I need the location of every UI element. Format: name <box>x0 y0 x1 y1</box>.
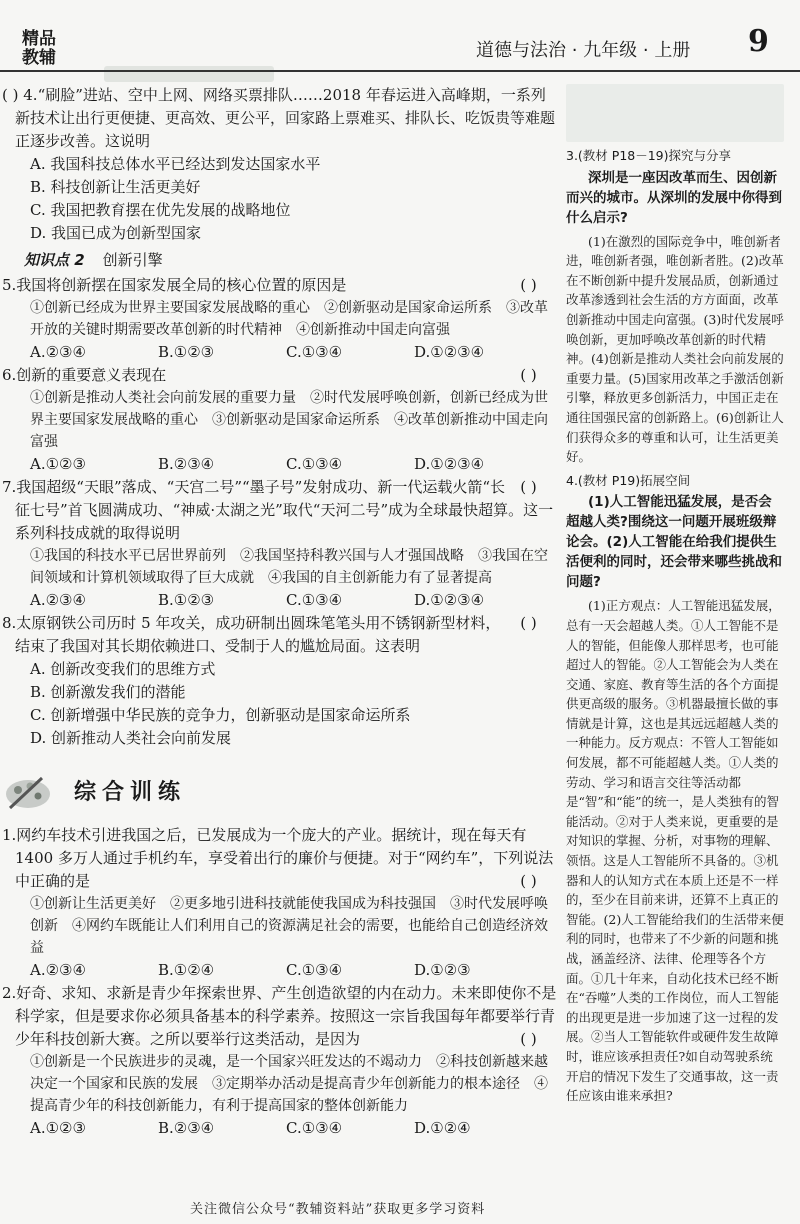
right-column <box>566 84 784 1110</box>
brand-logo: 精品 教辅 <box>22 29 56 68</box>
header-divider <box>0 70 800 72</box>
option: C.①③④ <box>286 343 343 361</box>
option-row <box>2 589 558 612</box>
option: C.①③④ <box>286 1119 343 1137</box>
comprehensive-question-1 <box>2 824 558 982</box>
statement-list: ①创新已经成为世界主要国家发展战略的重心 ②创新驱动是国家命运所系 ③改革开放的关键时期需要改革创新的时代精神 ④创新推动中国走向富强 <box>30 300 548 338</box>
statement-list: ①我国的科技水平已居世界前列 ②我国坚持科教兴国与人才强国战略 ③我国在空间领域和计算机领域取得了巨大成就 ④我国的自主创新能力有了显著提高 <box>30 548 548 586</box>
question-7 <box>2 476 558 612</box>
answer-bracket: ( ) <box>520 478 537 496</box>
question-stem: 8.太原钢铁公司历时 5 年攻关，成功研制出圆珠笔笔头用不锈钢新型材料，结束了我国对其长期依赖进口、受制于人的尴尬局面。这表明 <box>2 614 501 655</box>
textbook-reference: 3.(教材 P18－19)探究与分享 <box>566 148 732 163</box>
question-stem: 6.创新的重要意义表现在 <box>2 366 167 384</box>
option: B.②③④ <box>158 455 215 473</box>
option: C. 我国把教育摆在优先发展的战略地位 <box>30 201 291 219</box>
statement-list: ①创新是推动人类社会向前发展的重要力量 ②时代发展呼唤创新，创新已经成为世界主要国家发展战略的重心 ③创新驱动是国家命运所系 ④改革创新推动中国走向富强 <box>30 390 548 450</box>
left-column <box>2 84 558 1140</box>
answer-bracket: ( ) <box>520 872 537 890</box>
page-number: 9 <box>748 24 769 59</box>
option: B. 创新激发我们的潜能 <box>30 683 186 701</box>
question-stem: 7.我国超级“天眼”落成、“天宫二号”“墨子号”发射成功、新一代运载火箭“长征七号”首飞圆满成功、“神威·太湖之光”取代“天河二号”成为全球最快超算。这一系列科技成就的取得说明 <box>2 478 554 542</box>
option: D.①②③④ <box>414 591 485 609</box>
option: A.①②③ <box>30 1119 86 1137</box>
comprehensive-question-2 <box>2 982 558 1140</box>
answer-bracket: ( ) <box>520 614 537 632</box>
header-banner <box>104 66 274 82</box>
option: D.①②④ <box>414 1119 471 1137</box>
answer-bracket: ( ) <box>2 86 19 104</box>
answer-bracket: ( ) <box>520 276 537 294</box>
option: C.①③④ <box>286 961 343 979</box>
option: B.②③④ <box>158 1119 215 1137</box>
option: D. 我国已成为创新型国家 <box>30 224 202 242</box>
option-row <box>2 453 558 476</box>
option: D. 创新推动人类社会向前发展 <box>30 729 232 747</box>
option-row <box>2 959 558 982</box>
answer-bracket: ( ) <box>520 1030 537 1048</box>
subject-title: 道德与法治 · 九年级 · 上册 <box>476 40 691 61</box>
textbook-reference: 4.(教材 P19)拓展空间 <box>566 472 691 488</box>
answer-bracket: ( ) <box>520 366 537 384</box>
option: A.①②③ <box>30 455 86 473</box>
palette-icon <box>2 772 54 812</box>
option: A.②③④ <box>30 591 86 609</box>
option: D.①②③ <box>414 961 471 979</box>
option: A. 我国科技总体水平已经达到发达国家水平 <box>30 155 321 173</box>
option: B.①②③ <box>158 591 215 609</box>
statement-list: ①创新让生活更美好 ②更多地引进科技就能使我国成为科技强国 ③时代发展呼唤创新 ④网约车既能让人们利用自己的资源满足社会的需要，也能给自己创造经济效益 <box>30 896 548 956</box>
option: C. 创新增强中华民族的竞争力，创新驱动是国家命运所系 <box>30 706 411 724</box>
option: A. 创新改变我们的思维方式 <box>30 660 216 678</box>
option: C.①③④ <box>286 455 343 473</box>
question-stem: 2.好奇、求知、求新是青少年探索世界、产生创造欲望的内在动力。未来即使你不是科学家，但是要求你必须具备基本的科学素养。按照这一宗旨我国每年都要举行青少年科技创新大赛。之所以要举行这类活动，是因为 <box>2 984 557 1048</box>
statement-list: ①创新是一个民族进步的灵魂，是一个国家兴旺发达的不竭动力 ②科技创新越来越决定一个国家和民族的发展 ③定期举办活动是提高青少年创新能力的根本途径 ④提高青少年的科技创新能力，有利于提高国家的整体创新能力 <box>30 1054 548 1114</box>
option-row <box>2 1117 558 1140</box>
option: B. 科技创新让生活更美好 <box>30 178 201 196</box>
comprehensive-section-heading <box>2 772 558 812</box>
question-stem: 5.我国将创新摆在国家发展全局的核心位置的原因是 <box>2 276 347 294</box>
knowledge-point-heading <box>24 249 558 272</box>
question-5 <box>2 274 558 364</box>
option: B.①②④ <box>158 961 215 979</box>
knowledge-point-name: 创新引擎 <box>102 251 163 269</box>
sidebar-banner <box>566 84 784 142</box>
sidebar-question: (1)人工智能迅猛发展，是否会超越人类?围绕这一问题开展班级辩论会。(2)人工智能在给我们提供生活便利的同时，还会带来哪些挑战和问题? <box>566 494 782 591</box>
option: C.①③④ <box>286 591 343 609</box>
option: D.①②③④ <box>414 455 485 473</box>
option: B.①②③ <box>158 343 215 361</box>
option-row <box>2 341 558 364</box>
sidebar-answer: (1)正方观点：人工智能迅猛发展，总有一天会超越人类。①人工智能不是人的智能，但能像人那样思考，也可能超过人的智能。②人工智能会为人类在交通、家庭、教育等生活的各个方面提供更高级的服务。③机器最擅长做的事情就是计算，这也是其远远超越人类的一种能力。反方观点：不管人工智能如何发展，都不可能超越人类。①人类的劳动、学习和语言交往等活动都是“智”和“能”的统一，是人类独有的智能活动。②对于人类来说，更重要的是对知识的掌握、分析，对事物的理解、领悟。这是人工智能所不具备的。③机器和人的认知方式在本质上还是不一样的，至少在目前来讲，还算不上真正的智能。(2)人工智能给我们的生活带来便利的同时，也带来了不少新的问题和挑战，涵盖经济、法律、伦理等各个方面。①几十年来，自动化技术已经不断在“吞噬”人类的工作岗位，而人工智能的出现更是进一步加速了这一过程的发展。②当人工智能软件或硬件发生故障时，谁应该承担责任?如自动驾驶系统开启的情况下发生了交通事故，这一责任应该由谁来承担? <box>566 598 784 1104</box>
option: A.②③④ <box>30 343 86 361</box>
question-8 <box>2 612 558 750</box>
section-title: 综合训练 <box>74 779 187 805</box>
question-6 <box>2 364 558 476</box>
question-4 <box>2 84 558 245</box>
sidebar-answer: (1)在激烈的国际竞争中，唯创新者进，唯创新者强，唯创新者胜。(2)改革在不断创新中提升发展品质，创新通过改革渗透到社会生活的方方面面，改革创新推动中国走向富强。(3)时代发展呼唤创新，更加呼唤改革创新的时代精神。(4)创新是推动人类社会向前发展的重要力量。(5)国家用改革之手激活创新引擎，释放更多创新活力，中国正走在通往国强民富的创新路上。(6)创新让人们获得众多的尊重和认可，让生活更美好。 <box>566 233 784 465</box>
option: D.①②③④ <box>414 343 485 361</box>
knowledge-point-label: 知识点 2 <box>24 251 85 269</box>
question-stem: 1.网约车技术引进我国之后，已发展成为一个庞大的产业。据统计，现在每天有 1400 多万人通过手机约车，享受着出行的廉价与便捷。对于“网约车”，下列说法中正确的是 <box>2 826 554 890</box>
footer-notice: 关注微信公众号“教辅资料站”获取更多学习资料 <box>190 1202 486 1217</box>
question-stem: 4.“刷脸”进站、空中上网、网络买票排队……2018 年春运进入高峰期，一系列新技术让出行更便捷、更高效、更公平，回家路上票难买、排队长、吃饭贵等难题正逐步改善。这说明 <box>15 86 556 150</box>
option: A.②③④ <box>30 961 86 979</box>
sidebar-question: 深圳是一座因改革而生、因创新而兴的城市。从深圳的发展中你得到什么启示? <box>566 169 782 226</box>
